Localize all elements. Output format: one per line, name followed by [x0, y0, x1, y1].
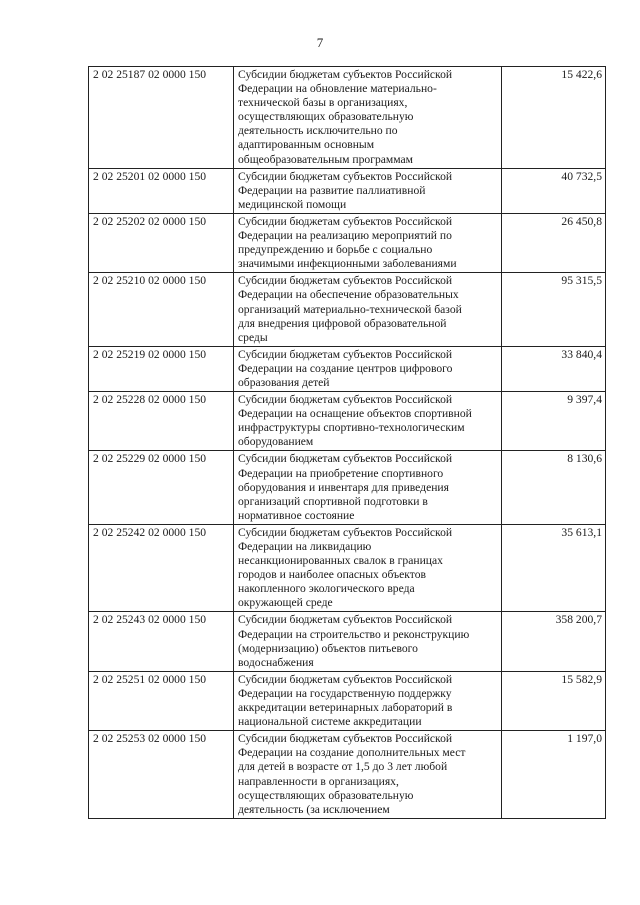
description-line: Субсидии бюджетам субъектов Российской	[238, 169, 453, 183]
description-line: деятельность исключительно по	[238, 124, 398, 138]
description-line: осуществляющих образовательную	[238, 788, 414, 802]
description-line: Субсидии бюджетам субъектов Российской	[238, 672, 453, 686]
table-row	[89, 451, 606, 524]
description-line: организаций материально-технической базой	[238, 302, 462, 316]
description-line: несанкционированных свалок в границах	[238, 554, 443, 568]
budget-code-cell: 2 02 25201 02 0000 150	[89, 168, 234, 213]
description-line: Федерации на строительство и реконструкцию	[238, 627, 470, 641]
description-line: предупреждению и борьбе с социально	[238, 243, 433, 257]
description-line: окружающей среде	[238, 596, 333, 610]
description-line: Субсидии бюджетам субъектов Российской	[238, 393, 453, 407]
description-cell	[234, 67, 502, 169]
description-cell	[234, 213, 502, 272]
description-line: осуществляющих образовательную	[238, 110, 414, 124]
description-line: оборудованием	[238, 435, 314, 449]
description-line: Федерации на создание центров цифрового	[238, 361, 453, 375]
amount-cell: 8 130,6	[502, 451, 606, 524]
description-line: технической базы в организациях,	[238, 96, 408, 110]
amount-cell: 358 200,7	[502, 612, 606, 671]
description-line: городов и наиболее опасных объектов	[238, 568, 426, 582]
description-line: Федерации на ликвидацию	[238, 540, 372, 553]
description-line: Субсидии бюджетам субъектов Российской	[238, 214, 453, 228]
description-line: Федерации на государственную поддержку	[238, 686, 452, 700]
description-cell	[234, 346, 502, 391]
description-line: аккредитации ветеринарных лабораторий в	[238, 701, 453, 715]
table-row	[89, 612, 606, 671]
description-cell	[234, 273, 502, 346]
description-line: Субсидии бюджетам субъектов Российской	[238, 452, 453, 466]
description-line: организаций спортивной подготовки в	[238, 494, 428, 508]
amount-cell: 95 315,5	[502, 273, 606, 346]
table-row	[89, 392, 606, 451]
budget-code-cell: 2 02 25243 02 0000 150	[89, 612, 234, 671]
amount-cell: 40 732,5	[502, 168, 606, 213]
description-line: (модернизацию) объектов питьевого	[238, 641, 418, 655]
amount-cell: 33 840,4	[502, 346, 606, 391]
description-line: Субсидии бюджетам субъектов Российской	[238, 525, 453, 539]
amount-cell: 9 397,4	[502, 392, 606, 451]
description-line: Субсидии бюджетам субъектов Российской	[238, 68, 453, 81]
description-cell	[234, 392, 502, 451]
description-cell	[234, 731, 502, 819]
description-cell	[234, 451, 502, 524]
description-line: общеобразовательным программам	[238, 152, 413, 166]
amount-cell: 26 450,8	[502, 213, 606, 272]
table-row	[89, 346, 606, 391]
description-line: Федерации на оснащение объектов спортивной	[238, 407, 472, 421]
budget-code-cell: 2 02 25187 02 0000 150	[89, 67, 234, 169]
description-cell	[234, 612, 502, 671]
table-row	[89, 671, 606, 730]
table-row	[89, 524, 606, 612]
description-line: нормативное состояние	[238, 508, 355, 522]
description-line: Федерации на обеспечение образовательных	[238, 288, 459, 302]
budget-code-cell: 2 02 25229 02 0000 150	[89, 451, 234, 524]
amount-cell: 35 613,1	[502, 524, 606, 612]
table-row	[89, 67, 606, 169]
description-line: Субсидии бюджетам субъектов Российской	[238, 347, 453, 361]
description-line: для детей в возрасте от 1,5 до 3 лет любой	[238, 760, 448, 774]
page-number: 7	[316, 35, 324, 50]
table-row	[89, 273, 606, 346]
description-line: национальной системе аккредитации	[238, 715, 422, 729]
budget-code-cell: 2 02 25253 02 0000 150	[89, 731, 234, 819]
description-cell	[234, 524, 502, 612]
description-line: адаптированным основным	[238, 138, 375, 152]
description-line: для внедрения цифровой образовательной	[238, 316, 447, 330]
description-cell	[234, 671, 502, 730]
budget-code-cell: 2 02 25242 02 0000 150	[89, 524, 234, 612]
budget-code-cell: 2 02 25251 02 0000 150	[89, 671, 234, 730]
description-line: деятельность (за исключением	[238, 802, 390, 816]
description-line: образования детей	[238, 375, 330, 389]
table-row	[89, 731, 606, 819]
description-line: Федерации на развитие паллиативной	[238, 183, 426, 197]
description-line: среды	[238, 330, 268, 344]
amount-cell: 15 582,9	[502, 671, 606, 730]
description-line: медицинской помощи	[238, 197, 347, 211]
description-line: Субсидии бюджетам субъектов Российской	[238, 613, 453, 627]
description-line: инфраструктуры спортивно-технологическим	[238, 421, 465, 435]
amount-cell: 15 422,6	[502, 67, 606, 169]
description-line: накопленного экологического вреда	[238, 582, 415, 596]
description-line: направленности в организациях,	[238, 774, 399, 788]
description-line: значимыми инфекционными заболеваниями	[238, 257, 457, 271]
description-line: Федерации на создание дополнительных мест	[238, 746, 466, 760]
description-line: Субсидии бюджетам субъектов Российской	[238, 274, 453, 288]
description-line: оборудования и инвентаря для приведения	[238, 480, 449, 494]
budget-code-cell: 2 02 25228 02 0000 150	[89, 392, 234, 451]
description-cell	[234, 168, 502, 213]
budget-code-cell: 2 02 25219 02 0000 150	[89, 346, 234, 391]
description-line: Субсидии бюджетам субъектов Российской	[238, 732, 453, 746]
description-line: водоснабжения	[238, 655, 314, 669]
description-line: Федерации на приобретение спортивного	[238, 466, 444, 480]
budget-table-body	[89, 67, 606, 819]
amount-cell: 1 197,0	[502, 731, 606, 819]
table-row	[89, 168, 606, 213]
budget-table	[88, 66, 606, 819]
budget-code-cell: 2 02 25202 02 0000 150	[89, 213, 234, 272]
budget-code-cell: 2 02 25210 02 0000 150	[89, 273, 234, 346]
description-line: Федерации на обновление материально-	[238, 82, 437, 96]
description-line: Федерации на реализацию мероприятий по	[238, 229, 452, 243]
table-row	[89, 213, 606, 272]
